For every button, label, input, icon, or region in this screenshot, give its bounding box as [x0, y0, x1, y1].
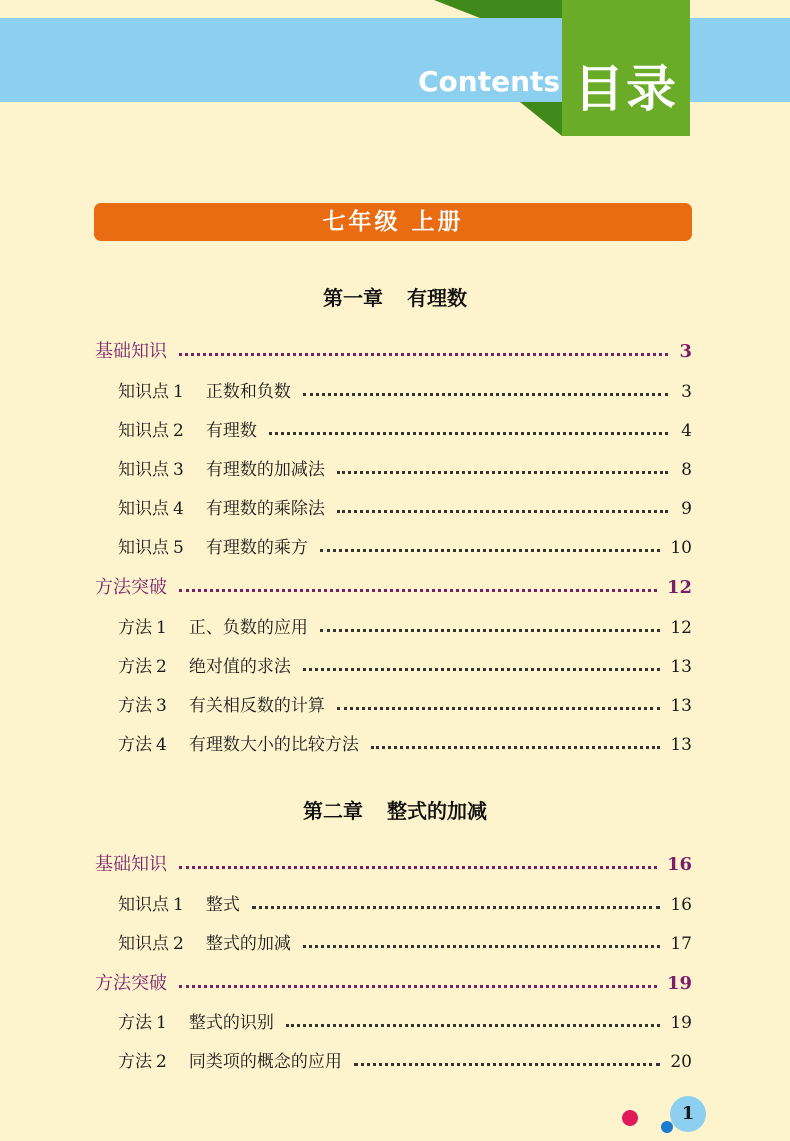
- item-page: 13: [670, 696, 692, 716]
- header-ribbon-top: [480, 0, 562, 18]
- item-label: 方法: [118, 696, 152, 716]
- section-page: 19: [666, 973, 692, 994]
- item-num: 2: [173, 421, 184, 441]
- leader-dots: [337, 504, 668, 513]
- item-title: 绝对值的求法: [188, 657, 291, 677]
- item-title: 整式: [205, 895, 240, 915]
- section-page: 16: [666, 854, 692, 875]
- leader-dots: [179, 979, 657, 988]
- leader-dots: [303, 939, 661, 948]
- chapter-title: 整式的加减: [387, 799, 487, 823]
- toc-section[interactable]: [95, 337, 692, 367]
- section-page: 12: [666, 577, 692, 598]
- section-title: 方法突破: [95, 973, 167, 994]
- item-page: 13: [670, 735, 692, 755]
- item-page: 13: [670, 657, 692, 677]
- item-num: 2: [156, 657, 167, 677]
- leader-dots: [179, 860, 657, 869]
- leader-dots: [371, 740, 661, 749]
- leader-dots: [337, 465, 668, 474]
- chapter-number: 第二章: [303, 799, 363, 823]
- item-label: 知识点: [118, 934, 169, 954]
- page-number: 1: [670, 1096, 706, 1132]
- item-label: 知识点: [118, 421, 169, 441]
- toc-item[interactable]: [118, 691, 692, 721]
- leader-dots: [354, 1057, 661, 1066]
- item-label: 方法: [118, 735, 152, 755]
- item-label: 方法: [118, 1013, 152, 1033]
- item-title: 有关相反数的计算: [188, 696, 325, 716]
- leader-dots: [252, 900, 661, 909]
- toc-item[interactable]: [118, 455, 692, 485]
- leader-dots: [320, 623, 661, 632]
- item-title: 有理数的加减法: [205, 460, 325, 480]
- item-page: 12: [670, 618, 692, 638]
- item-page: 17: [670, 934, 692, 954]
- item-num: 1: [173, 382, 184, 402]
- item-label: 方法: [118, 657, 152, 677]
- item-label: 方法: [118, 1052, 152, 1072]
- item-page: 16: [670, 895, 692, 915]
- item-num: 5: [173, 538, 184, 558]
- item-page: 10: [670, 538, 692, 558]
- toc-item[interactable]: [118, 1047, 692, 1077]
- item-label: 知识点: [118, 895, 169, 915]
- item-title: 同类项的概念的应用: [188, 1052, 342, 1072]
- chapter-heading: [0, 795, 790, 824]
- item-page: 9: [681, 499, 692, 519]
- leader-dots: [179, 583, 657, 592]
- item-label: 方法: [118, 618, 152, 638]
- leader-dots: [303, 387, 668, 396]
- toc-section[interactable]: [95, 850, 692, 880]
- toc-item[interactable]: [118, 416, 692, 446]
- toc-item[interactable]: [118, 730, 692, 760]
- leader-dots: [303, 662, 661, 671]
- toc-item[interactable]: [118, 890, 692, 920]
- toc-item[interactable]: [118, 377, 692, 407]
- item-num: 1: [156, 1013, 167, 1033]
- item-num: 3: [156, 696, 167, 716]
- leader-dots: [320, 543, 661, 552]
- item-title: 有理数的乘方: [205, 538, 308, 558]
- item-label: 知识点: [118, 538, 169, 558]
- item-label: 知识点: [118, 382, 169, 402]
- grade-banner: 七年级 上册: [94, 203, 692, 241]
- mulu-title: 目录: [574, 60, 678, 118]
- item-num: 1: [173, 895, 184, 915]
- toc-section[interactable]: [95, 573, 692, 603]
- chapter-title: 有理数: [407, 286, 467, 310]
- item-page: 4: [681, 421, 692, 441]
- decorative-dot-pink: [622, 1110, 638, 1126]
- leader-dots: [269, 426, 668, 435]
- section-title: 基础知识: [95, 341, 167, 362]
- item-title: 有理数: [205, 421, 257, 441]
- item-num: 2: [156, 1052, 167, 1072]
- item-page: 19: [670, 1013, 692, 1033]
- toc-item[interactable]: [118, 1008, 692, 1038]
- item-title: 正、负数的应用: [188, 618, 308, 638]
- item-title: 有理数的乘除法: [205, 499, 325, 519]
- header-ribbon-fold: [520, 102, 562, 136]
- item-title: 正数和负数: [205, 382, 291, 402]
- chapter-heading: [0, 282, 790, 311]
- item-title: 有理数大小的比较方法: [188, 735, 359, 755]
- item-page: 20: [670, 1052, 692, 1072]
- item-label: 知识点: [118, 499, 169, 519]
- toc-item[interactable]: [118, 929, 692, 959]
- item-page: 8: [681, 460, 692, 480]
- item-label: 知识点: [118, 460, 169, 480]
- section-title: 方法突破: [95, 577, 167, 598]
- toc-item[interactable]: [118, 613, 692, 643]
- chapter-number: 第一章: [323, 286, 383, 310]
- contents-label: Contents: [418, 65, 561, 98]
- item-page: 3: [681, 382, 692, 402]
- item-num: 2: [173, 934, 184, 954]
- toc-item[interactable]: [118, 533, 692, 563]
- toc-section[interactable]: [95, 969, 692, 999]
- header-ribbon-left: [434, 0, 480, 18]
- leader-dots: [179, 347, 668, 356]
- leader-dots: [286, 1018, 661, 1027]
- item-num: 4: [156, 735, 167, 755]
- leader-dots: [337, 701, 661, 710]
- toc-item[interactable]: [118, 494, 692, 524]
- item-title: 整式的加减: [205, 934, 291, 954]
- decorative-dot-blue: [661, 1121, 673, 1133]
- item-title: 整式的识别: [188, 1013, 274, 1033]
- item-num: 4: [173, 499, 184, 519]
- section-page: 3: [679, 341, 692, 362]
- item-num: 1: [156, 618, 167, 638]
- item-num: 3: [173, 460, 184, 480]
- section-title: 基础知识: [95, 854, 167, 875]
- toc-item[interactable]: [118, 652, 692, 682]
